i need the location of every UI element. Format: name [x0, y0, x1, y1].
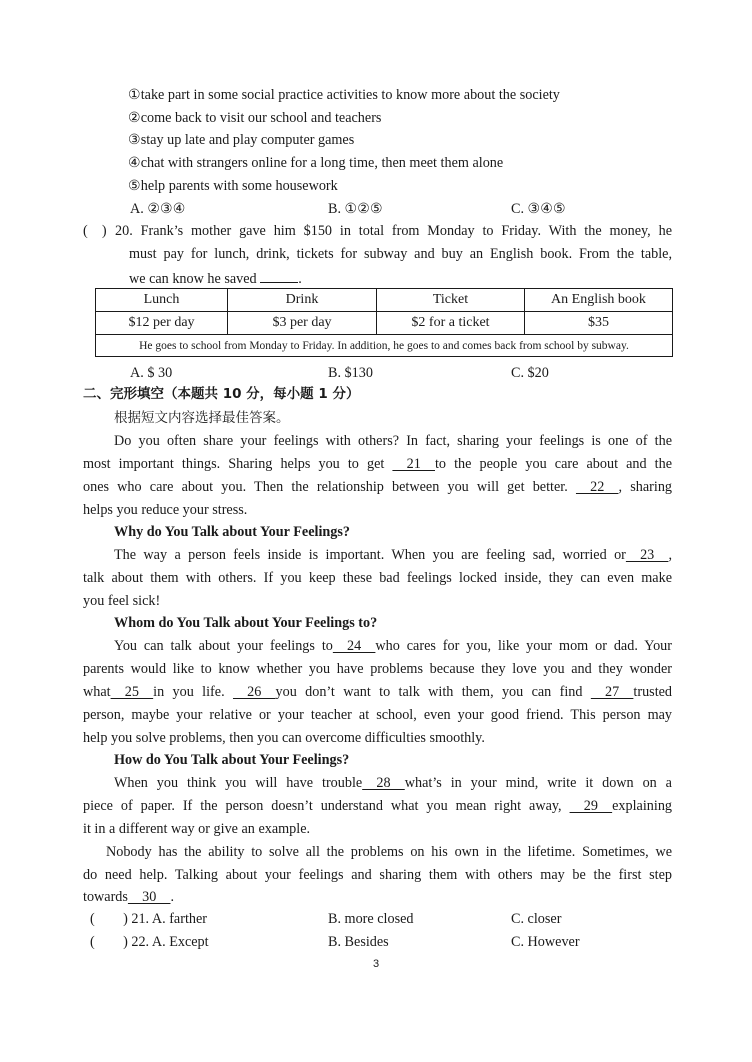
q21-option-b: B. more closed [328, 911, 414, 927]
q20-option-c: C. $20 [511, 365, 549, 381]
blank-29: 29 [569, 798, 613, 814]
passage-line: Do you often share your feelings with others? In fact, sharing your feelings is one of the [114, 433, 672, 449]
passage-line: you feel sick! [83, 593, 161, 609]
passage-heading-2: Whom do You Talk about Your Feelings to? [114, 615, 378, 631]
blank-28: 28 [362, 775, 405, 791]
q20-line-3 [129, 268, 302, 288]
passage-line [83, 797, 672, 815]
q20-cost-table [95, 288, 673, 357]
passage-text: towards [83, 889, 128, 905]
q22-option-b: B. Besides [328, 934, 389, 950]
passage-line [83, 774, 672, 792]
table-header-row [96, 289, 673, 312]
q20-line-3-period: . [298, 271, 302, 287]
q20-line-2: must pay for lunch, drink, tickets for subway and buy an English book. From the table, [129, 246, 672, 262]
passage-line: Nobody has the ability to solve all the problems on his own in the lifetime. Sometimes, we [106, 844, 672, 860]
passage-heading-1: Why do You Talk about Your Feelings? [114, 524, 351, 540]
passage-line: person, maybe your relative or your teacher at school, even your good friend. This person may [83, 707, 672, 723]
passage-text: trusted [633, 684, 673, 700]
table-row [96, 312, 673, 335]
passage-text: what’s in your mind, write it down on a [404, 775, 672, 791]
q21-option-a: ( ) 21. A. farther [90, 911, 208, 927]
blank-25: 25 [110, 684, 154, 700]
passage-heading-3: How do You Talk about Your Feelings? [114, 752, 350, 768]
table-cell: $3 per day [228, 312, 377, 335]
passage-text: you don’t want to talk with them, you can find [275, 684, 583, 700]
blank-21: 21 [392, 456, 435, 472]
passage-line: it in a different way or give an example. [83, 821, 311, 837]
passage-text: explaining [612, 798, 673, 814]
passage-text: When you think you will have trouble [114, 775, 363, 791]
passage-line [83, 546, 672, 564]
table-note: He goes to school from Monday to Friday. In addition, he goes to and comes back from school by subway. [96, 335, 673, 357]
passage-line: helps you reduce your stress. [83, 502, 248, 518]
passage-line: do need help. Talking about your feelings and sharing them with others may be the first step [83, 867, 672, 883]
blank-23: 23 [625, 547, 669, 563]
blank-27: 27 [590, 684, 634, 700]
q22-option-a: ( ) 22. A. Except [90, 934, 209, 950]
passage-line: talk about them with others. If you keep these bad feelings locked inside, they can even make [83, 570, 672, 586]
section-2-instruction: 根据短文内容选择最佳答案。 [114, 410, 290, 426]
table-header-cell: An English book [525, 289, 673, 312]
blank-30: 30 [127, 889, 171, 905]
q19-item-1: ①take part in some social practice activities to know more about the society [128, 87, 560, 103]
blank-24: 24 [332, 638, 376, 654]
q21-option-c: C. closer [511, 911, 562, 927]
table-cell: $2 for a ticket [377, 312, 525, 335]
passage-text: to the people you care about and the [434, 456, 673, 472]
passage-line: parents would like to know whether you have problems because they love you and they wonder [83, 661, 672, 677]
passage-text: You can talk about your feelings to [114, 638, 333, 654]
passage-text: what [83, 684, 111, 700]
section-2-title: 二、完形填空（本题共 10 分，每小题 1 分） [83, 386, 360, 402]
passage-text: , sharing [618, 479, 673, 495]
page-number: 3 [372, 958, 380, 970]
q19-option-a: A. ②③④ [130, 201, 186, 217]
table-cell: $35 [525, 312, 673, 335]
q22-option-c: C. However [511, 934, 580, 950]
passage-text: who cares for you, like your mom or dad. Your [375, 638, 672, 654]
q20-option-a: A. $ 30 [130, 365, 173, 381]
q20-answer-blank [260, 268, 298, 283]
q19-option-b: B. ①②⑤ [328, 201, 383, 217]
table-header-cell: Lunch [96, 289, 228, 312]
table-header-cell: Ticket [377, 289, 525, 312]
q19-item-4: ④chat with strangers online for a long time, then meet them alone [128, 155, 504, 171]
q19-item-3: ③stay up late and play computer games [128, 132, 355, 148]
passage-text: most important things. Sharing helps you to get [83, 456, 385, 472]
table-cell: $12 per day [96, 312, 228, 335]
passage-text: piece of paper. If the person doesn’t understand what you mean right away, [83, 798, 562, 814]
passage-line [83, 455, 672, 473]
passage-text: in you life. [153, 684, 225, 700]
q19-item-2: ②come back to visit our school and teachers [128, 110, 382, 126]
passage-text: . [170, 889, 175, 905]
passage-line [83, 637, 672, 655]
blank-22: 22 [575, 479, 619, 495]
q20-line-3-text: we can know he saved [129, 271, 257, 287]
passage-line: help you solve problems, then you can overcome difficulties smoothly. [83, 730, 485, 746]
q20-answer-bracket: ( ) [83, 223, 107, 239]
passage-text: , [668, 547, 672, 563]
q19-option-c: C. ③④⑤ [511, 201, 566, 217]
passage-text: ones who care about you. Then the relationship between you will get better. [83, 479, 568, 495]
passage-line [83, 888, 672, 906]
passage-text: The way a person feels inside is important. When you are feeling sad, worried or [114, 547, 626, 563]
q20-line-1: 20. Frank’s mother gave him $150 in total from Monday to Friday. With the money, he [115, 223, 672, 239]
passage-line [83, 478, 672, 496]
blank-26: 26 [232, 684, 276, 700]
q20-option-b: B. $130 [328, 365, 373, 381]
table-note-row [96, 335, 673, 357]
q19-item-5: ⑤help parents with some housework [128, 178, 338, 194]
table-header-cell: Drink [228, 289, 377, 312]
passage-line [83, 683, 672, 701]
